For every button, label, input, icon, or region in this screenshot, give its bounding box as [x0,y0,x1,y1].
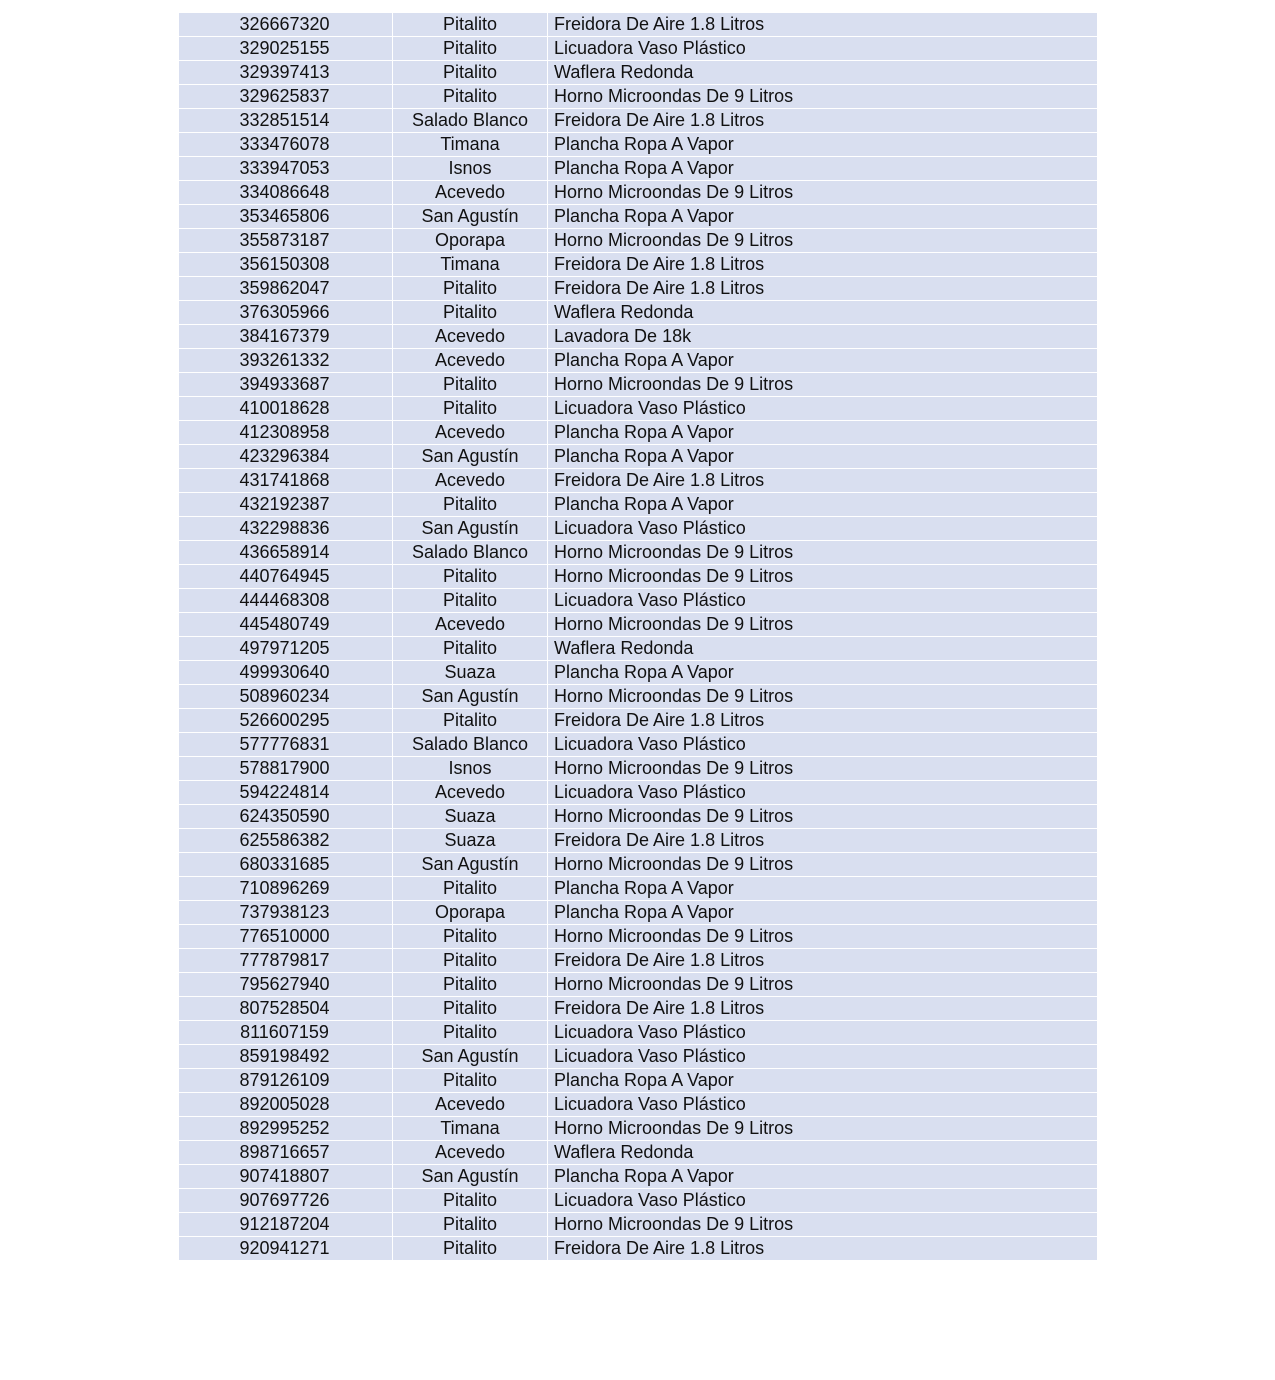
product-cell: Freidora De Aire 1.8 Litros [548,277,1098,301]
city-cell: San Agustín [393,1165,548,1189]
city-cell: Salado Blanco [393,109,548,133]
table-row [179,925,1098,949]
id-cell: 356150308 [179,253,393,277]
id-cell: 625586382 [179,829,393,853]
table-row [179,1165,1098,1189]
table-row [179,85,1098,109]
city-cell: Suaza [393,829,548,853]
table-row [179,997,1098,1021]
table-row [179,541,1098,565]
product-cell: Horno Microondas De 9 Litros [548,1117,1098,1141]
id-cell: 497971205 [179,637,393,661]
product-cell: Freidora De Aire 1.8 Litros [548,709,1098,733]
product-cell: Plancha Ropa A Vapor [548,349,1098,373]
city-cell: Salado Blanco [393,733,548,757]
city-cell: San Agustín [393,517,548,541]
table-row [179,493,1098,517]
product-cell: Horno Microondas De 9 Litros [548,565,1098,589]
city-cell: Timana [393,1117,548,1141]
city-cell: San Agustín [393,685,548,709]
product-cell: Freidora De Aire 1.8 Litros [548,13,1098,37]
id-cell: 333476078 [179,133,393,157]
id-cell: 912187204 [179,1213,393,1237]
product-cell: Licuadora Vaso Plástico [548,517,1098,541]
data-table [178,12,1098,1261]
id-cell: 329025155 [179,37,393,61]
id-cell: 353465806 [179,205,393,229]
table-row [179,949,1098,973]
table-row [179,1021,1098,1045]
product-cell: Plancha Ropa A Vapor [548,901,1098,925]
city-cell: Pitalito [393,997,548,1021]
product-cell: Licuadora Vaso Plástico [548,1189,1098,1213]
table-row [179,13,1098,37]
table-row [179,61,1098,85]
table-row [179,757,1098,781]
city-cell: Acevedo [393,1093,548,1117]
city-cell: Pitalito [393,493,548,517]
table-row [179,829,1098,853]
city-cell: Acevedo [393,469,548,493]
product-cell: Licuadora Vaso Plástico [548,1093,1098,1117]
city-cell: Acevedo [393,181,548,205]
city-cell: Suaza [393,661,548,685]
table-row [179,421,1098,445]
city-cell: Pitalito [393,565,548,589]
city-cell: Pitalito [393,709,548,733]
city-cell: Acevedo [393,1141,548,1165]
table-row [179,445,1098,469]
product-cell: Lavadora De 18k [548,325,1098,349]
product-cell: Waflera Redonda [548,637,1098,661]
city-cell: San Agustín [393,1045,548,1069]
table-row [179,349,1098,373]
table-row [179,853,1098,877]
id-cell: 624350590 [179,805,393,829]
city-cell: Pitalito [393,589,548,613]
table-row [179,1213,1098,1237]
table-row [179,733,1098,757]
id-cell: 710896269 [179,877,393,901]
product-cell: Licuadora Vaso Plástico [548,733,1098,757]
table-row [179,1141,1098,1165]
id-cell: 892005028 [179,1093,393,1117]
id-cell: 499930640 [179,661,393,685]
product-cell: Freidora De Aire 1.8 Litros [548,253,1098,277]
id-cell: 334086648 [179,181,393,205]
table-row [179,1189,1098,1213]
city-cell: Acevedo [393,613,548,637]
city-cell: Pitalito [393,637,548,661]
product-cell: Plancha Ropa A Vapor [548,133,1098,157]
id-cell: 807528504 [179,997,393,1021]
id-cell: 445480749 [179,613,393,637]
id-cell: 394933687 [179,373,393,397]
product-cell: Plancha Ropa A Vapor [548,661,1098,685]
city-cell: Salado Blanco [393,541,548,565]
city-cell: Pitalito [393,277,548,301]
table-row [179,613,1098,637]
product-cell: Horno Microondas De 9 Litros [548,541,1098,565]
id-cell: 777879817 [179,949,393,973]
table-row [179,1045,1098,1069]
city-cell: Pitalito [393,301,548,325]
city-cell: Pitalito [393,1237,548,1261]
product-cell: Horno Microondas De 9 Litros [548,685,1098,709]
id-cell: 410018628 [179,397,393,421]
product-cell: Horno Microondas De 9 Litros [548,853,1098,877]
id-cell: 907697726 [179,1189,393,1213]
table-row [179,253,1098,277]
table-row [179,565,1098,589]
product-cell: Waflera Redonda [548,301,1098,325]
id-cell: 384167379 [179,325,393,349]
id-cell: 526600295 [179,709,393,733]
table-row [179,397,1098,421]
product-cell: Freidora De Aire 1.8 Litros [548,829,1098,853]
product-cell: Horno Microondas De 9 Litros [548,373,1098,397]
product-cell: Freidora De Aire 1.8 Litros [548,1237,1098,1261]
product-cell: Licuadora Vaso Plástico [548,1045,1098,1069]
id-cell: 776510000 [179,925,393,949]
table-row [179,469,1098,493]
table-row [179,877,1098,901]
city-cell: Pitalito [393,397,548,421]
id-cell: 680331685 [179,853,393,877]
city-cell: Pitalito [393,1021,548,1045]
city-cell: Pitalito [393,1189,548,1213]
product-cell: Plancha Ropa A Vapor [548,493,1098,517]
product-cell: Horno Microondas De 9 Litros [548,85,1098,109]
city-cell: Pitalito [393,37,548,61]
product-cell: Plancha Ropa A Vapor [548,445,1098,469]
product-cell: Horno Microondas De 9 Litros [548,181,1098,205]
product-cell: Licuadora Vaso Plástico [548,37,1098,61]
city-cell: Pitalito [393,949,548,973]
table-row [179,229,1098,253]
product-cell: Freidora De Aire 1.8 Litros [548,997,1098,1021]
product-cell: Horno Microondas De 9 Litros [548,1213,1098,1237]
id-cell: 431741868 [179,469,393,493]
city-cell: Pitalito [393,925,548,949]
id-cell: 508960234 [179,685,393,709]
table-row [179,637,1098,661]
id-cell: 326667320 [179,13,393,37]
city-cell: Isnos [393,157,548,181]
city-cell: Pitalito [393,85,548,109]
product-cell: Licuadora Vaso Plástico [548,1021,1098,1045]
id-cell: 440764945 [179,565,393,589]
table-row [179,133,1098,157]
id-cell: 577776831 [179,733,393,757]
product-cell: Licuadora Vaso Plástico [548,397,1098,421]
city-cell: Pitalito [393,61,548,85]
id-cell: 879126109 [179,1069,393,1093]
product-cell: Horno Microondas De 9 Litros [548,925,1098,949]
table-row [179,181,1098,205]
table-row [179,661,1098,685]
id-cell: 444468308 [179,589,393,613]
table-row [179,517,1098,541]
city-cell: Isnos [393,757,548,781]
table-row [179,205,1098,229]
id-cell: 898716657 [179,1141,393,1165]
city-cell: Suaza [393,805,548,829]
city-cell: Pitalito [393,373,548,397]
table-row [179,781,1098,805]
city-cell: Pitalito [393,877,548,901]
table-row [179,1117,1098,1141]
table-row [179,1069,1098,1093]
id-cell: 412308958 [179,421,393,445]
id-cell: 355873187 [179,229,393,253]
product-cell: Freidora De Aire 1.8 Litros [548,469,1098,493]
table-row [179,277,1098,301]
id-cell: 436658914 [179,541,393,565]
table-body [179,13,1098,1261]
city-cell: Oporapa [393,229,548,253]
product-cell: Plancha Ropa A Vapor [548,1069,1098,1093]
table-row [179,685,1098,709]
product-cell: Freidora De Aire 1.8 Litros [548,949,1098,973]
city-cell: San Agustín [393,205,548,229]
id-cell: 333947053 [179,157,393,181]
city-cell: Acevedo [393,421,548,445]
id-cell: 737938123 [179,901,393,925]
product-cell: Licuadora Vaso Plástico [548,781,1098,805]
table-row [179,325,1098,349]
city-cell: Acevedo [393,325,548,349]
city-cell: Pitalito [393,973,548,997]
city-cell: Timana [393,133,548,157]
id-cell: 859198492 [179,1045,393,1069]
id-cell: 432298836 [179,517,393,541]
id-cell: 332851514 [179,109,393,133]
product-cell: Horno Microondas De 9 Litros [548,229,1098,253]
product-cell: Horno Microondas De 9 Litros [548,805,1098,829]
product-cell: Waflera Redonda [548,1141,1098,1165]
city-cell: Oporapa [393,901,548,925]
city-cell: Pitalito [393,1213,548,1237]
product-cell: Plancha Ropa A Vapor [548,1165,1098,1189]
city-cell: San Agustín [393,445,548,469]
id-cell: 892995252 [179,1117,393,1141]
id-cell: 329397413 [179,61,393,85]
id-cell: 795627940 [179,973,393,997]
id-cell: 811607159 [179,1021,393,1045]
product-cell: Plancha Ropa A Vapor [548,877,1098,901]
table-row [179,973,1098,997]
city-cell: Timana [393,253,548,277]
id-cell: 578817900 [179,757,393,781]
city-cell: Acevedo [393,349,548,373]
id-cell: 594224814 [179,781,393,805]
city-cell: Pitalito [393,1069,548,1093]
product-cell: Plancha Ropa A Vapor [548,205,1098,229]
table-row [179,901,1098,925]
product-cell: Waflera Redonda [548,61,1098,85]
product-cell: Plancha Ropa A Vapor [548,421,1098,445]
table-row [179,805,1098,829]
product-cell: Licuadora Vaso Plástico [548,589,1098,613]
city-cell: Pitalito [393,13,548,37]
product-cell: Horno Microondas De 9 Litros [548,613,1098,637]
table-row [179,301,1098,325]
table-row [179,589,1098,613]
table-row [179,373,1098,397]
id-cell: 423296384 [179,445,393,469]
city-cell: San Agustín [393,853,548,877]
table-row [179,1237,1098,1261]
id-cell: 432192387 [179,493,393,517]
id-cell: 376305966 [179,301,393,325]
table-row [179,709,1098,733]
product-cell: Plancha Ropa A Vapor [548,157,1098,181]
id-cell: 920941271 [179,1237,393,1261]
product-cell: Horno Microondas De 9 Litros [548,973,1098,997]
product-cell: Freidora De Aire 1.8 Litros [548,109,1098,133]
id-cell: 907418807 [179,1165,393,1189]
table-row [179,1093,1098,1117]
table-row [179,109,1098,133]
table-row [179,157,1098,181]
id-cell: 359862047 [179,277,393,301]
id-cell: 329625837 [179,85,393,109]
id-cell: 393261332 [179,349,393,373]
city-cell: Acevedo [393,781,548,805]
table-row [179,37,1098,61]
product-cell: Horno Microondas De 9 Litros [548,757,1098,781]
